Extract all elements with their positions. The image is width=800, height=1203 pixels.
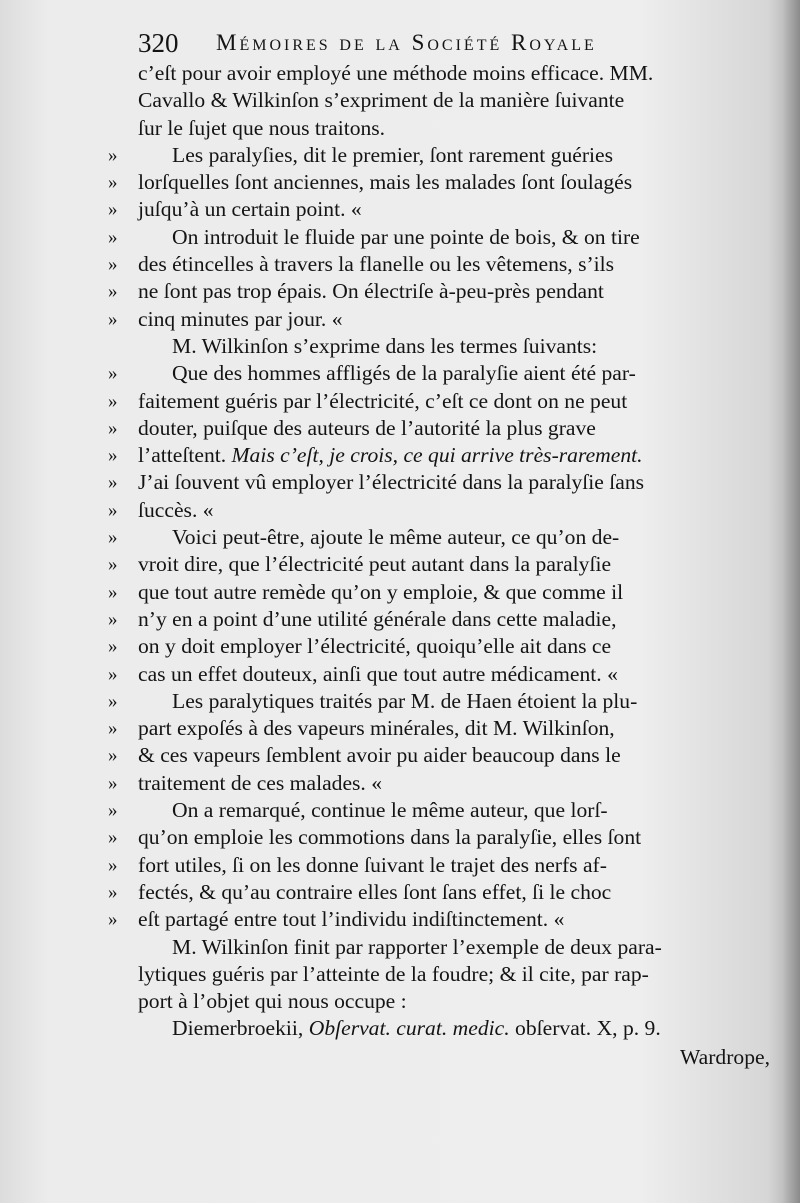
- text-line: [108, 497, 768, 524]
- line-text: n’y en a point d’une utilité générale dans cette maladie,: [138, 606, 617, 631]
- line-text: Que des hommes affligés de la paralyſie aient été par-: [172, 361, 636, 386]
- text-line: [108, 879, 768, 906]
- text-line: [108, 661, 768, 688]
- text-line: [108, 278, 768, 305]
- line-text: ne ſont pas trop épais. On électriſe à-peu-près pendant: [138, 279, 604, 304]
- text-line: [108, 742, 768, 769]
- quote-mark: »: [108, 909, 118, 931]
- line-text: Diemerbroekii,: [172, 1016, 309, 1041]
- line-text: qu’on emploie les commotions dans la paralyſie, elles ſont: [138, 825, 642, 850]
- quote-mark: »: [108, 363, 118, 385]
- text-line: [108, 224, 768, 251]
- line-text: Voici peut-être, ajoute le même auteur, ce qu’on de-: [172, 525, 620, 550]
- text-line: [138, 87, 768, 114]
- text-line: [108, 524, 768, 551]
- line-text: traitement de ces malades. «: [138, 770, 383, 795]
- page-gutter-shadow: [782, 0, 800, 1203]
- line-text: On introduit le fluide par une pointe de bois, & on tire: [172, 224, 640, 249]
- text-line: [138, 115, 768, 142]
- quote-mark: »: [108, 690, 118, 712]
- text-line: [108, 196, 768, 223]
- quote-mark: »: [108, 472, 118, 494]
- text-line: [108, 852, 768, 879]
- text-line: [108, 633, 768, 660]
- text-line: [108, 551, 768, 578]
- page-header: [138, 28, 758, 64]
- line-text: des étincelles à travers la flanelle ou les vêtemens, s’ils: [138, 252, 615, 277]
- text-line: [108, 824, 768, 851]
- page-number: 320: [138, 28, 179, 58]
- text-line: [108, 715, 768, 742]
- line-italic-text: Obſervat. curat. medic.: [308, 1016, 510, 1041]
- quote-mark: »: [108, 636, 118, 658]
- text-line: [138, 988, 768, 1015]
- text-line: [108, 142, 768, 169]
- line-text: fort utiles, ſi on les donne ſuivant le trajet des nerfs af-: [138, 852, 607, 877]
- quote-mark: »: [108, 226, 118, 248]
- quote-mark: »: [108, 608, 118, 630]
- line-text: l’atteſtent.: [138, 443, 232, 468]
- line-text: Les paralyſies, dit le premier, ſont rarement guéries: [172, 142, 614, 167]
- line-text: Les paralytiques traités par M. de Haen étoient la plu-: [172, 688, 638, 713]
- line-text: port à l’objet qui nous occupe :: [138, 989, 407, 1014]
- line-text: juſqu’à un certain point. «: [138, 197, 362, 222]
- text-line: [108, 306, 768, 333]
- quote-mark: »: [108, 554, 118, 576]
- quote-mark: »: [108, 772, 118, 794]
- quote-mark: »: [108, 800, 118, 822]
- line-text: M. Wilkinſon s’exprime dans les termes ſuivants:: [172, 333, 598, 358]
- line-text: eſt partagé entre tout l’individu indiſtinctement. «: [138, 907, 565, 932]
- quote-mark: »: [108, 254, 118, 276]
- line-text: c’eſt pour avoir employé une méthode moins efficace. MM.: [138, 61, 654, 85]
- line-text-tail: obſervat. X, p. 9.: [509, 1016, 661, 1041]
- line-text: que tout autre remède qu’on y emploie, & que comme il: [138, 579, 624, 604]
- text-line: [108, 442, 768, 469]
- text-line: [138, 961, 768, 988]
- text-line: [138, 60, 768, 87]
- text-line: [108, 797, 768, 824]
- line-text: fectés, & qu’au contraire elles ſont ſans effet, ſi le choc: [138, 879, 612, 904]
- line-text: Cavallo & Wilkinſon s’expriment de la manière ſuivante: [138, 88, 625, 113]
- line-text: douter, puiſque des auteurs de l’autorité la plus grave: [138, 415, 596, 440]
- quote-mark: »: [108, 144, 118, 166]
- quote-mark: »: [108, 172, 118, 194]
- text-line: [108, 388, 768, 415]
- quote-mark: »: [108, 718, 118, 740]
- line-text: part expoſés à des vapeurs minérales, dit M. Wilkinſon,: [138, 716, 615, 741]
- running-title: Mémoires de la Société Royale: [216, 30, 597, 55]
- line-text: lorſquelles ſont anciennes, mais les malades ſont ſoulagés: [138, 170, 633, 195]
- line-text: lytiques guéris par l’atteinte de la foudre; & il cite, par rap-: [138, 961, 649, 986]
- text-line: [108, 906, 768, 933]
- line-text: J’ai ſouvent vû employer l’électricité dans la paralyſie ſans: [138, 470, 645, 495]
- quote-mark: »: [108, 499, 118, 521]
- text-line: [108, 360, 768, 387]
- text-line: [108, 415, 768, 442]
- quote-mark: »: [108, 445, 118, 467]
- line-text: cas un effet douteux, ainſi que tout autre médicament. «: [138, 661, 618, 686]
- line-text: on y doit employer l’électricité, quoiqu’elle ait dans ce: [138, 634, 612, 659]
- quote-mark: »: [108, 854, 118, 876]
- quote-mark: »: [108, 581, 118, 603]
- line-text: & ces vapeurs ſemblent avoir pu aider beaucoup dans le: [138, 743, 621, 768]
- text-line: [138, 333, 768, 360]
- text-line: [108, 770, 768, 797]
- quote-mark: »: [108, 308, 118, 330]
- text-line: [138, 1015, 768, 1042]
- line-text: vroit dire, que l’électricité peut autant dans la paralyſie: [138, 552, 612, 577]
- quote-mark: »: [108, 281, 118, 303]
- quote-mark: »: [108, 199, 118, 221]
- quote-mark: »: [108, 390, 118, 412]
- text-line: [108, 469, 768, 496]
- text-line: [108, 579, 768, 606]
- quote-mark: »: [108, 881, 118, 903]
- quote-mark: »: [108, 745, 118, 767]
- catchword: Wardrope,: [680, 1045, 770, 1069]
- line-text: cinq minutes par jour. «: [138, 306, 343, 331]
- line-italic-text: Mais c’eſt, je crois, ce qui arrive très-rarement.: [231, 443, 643, 468]
- text-line: [108, 688, 768, 715]
- quote-mark: »: [108, 827, 118, 849]
- text-line: [108, 251, 768, 278]
- text-line: [138, 934, 768, 961]
- line-text: faitement guéris par l’électricité, c’eſt ce dont on ne peut: [138, 388, 628, 413]
- line-text: ſur le ſujet que nous traitons.: [138, 115, 386, 140]
- text-line: [108, 169, 768, 196]
- body-text: [108, 60, 768, 1043]
- line-text: ſuccès. «: [138, 497, 214, 522]
- line-text: M. Wilkinſon finit par rapporter l’exemple de deux para-: [172, 934, 662, 959]
- quote-mark: »: [108, 663, 118, 685]
- line-text: On a remarqué, continue le même auteur, que lorſ-: [172, 798, 608, 823]
- quote-mark: »: [108, 417, 118, 439]
- quote-mark: »: [108, 527, 118, 549]
- text-line: [108, 606, 768, 633]
